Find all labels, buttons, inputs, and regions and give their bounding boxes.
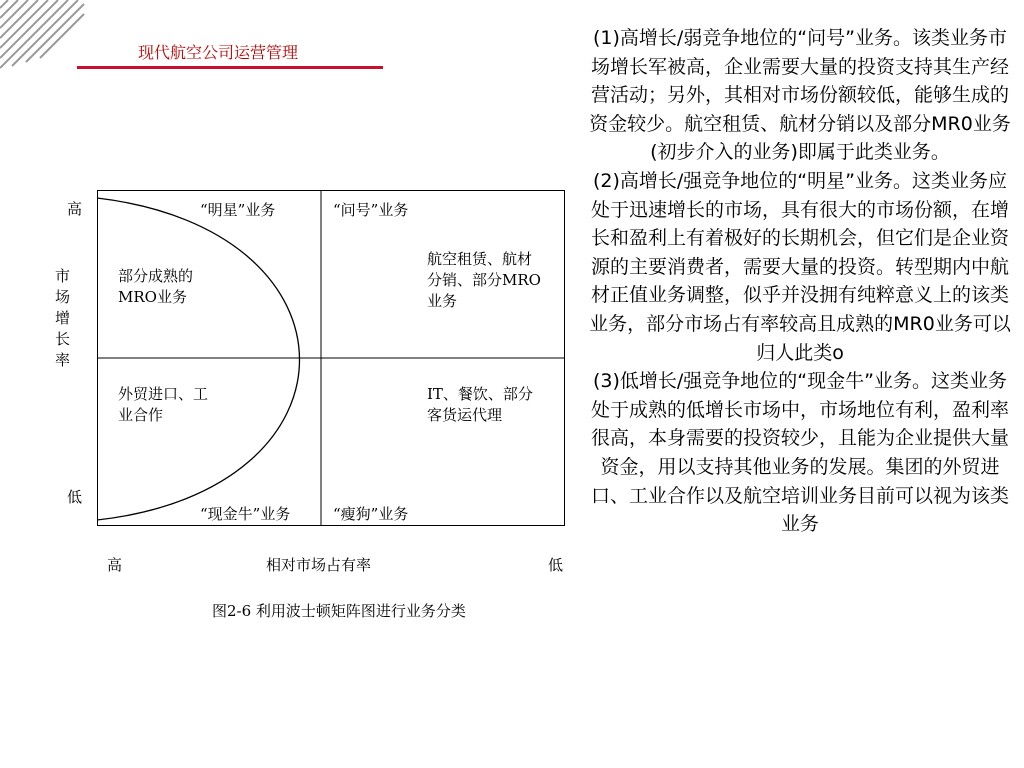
star-example: 部分成熟的MRO业务 xyxy=(118,267,194,306)
bcg-matrix-lines xyxy=(97,190,565,526)
quadrant-question-label: “问号”业务 xyxy=(333,201,409,219)
paragraph-cow: (3)低增长/强竞争地位的“现金牛”业务。这类业务处于成熟的低增长市场中，市场地位有利，盈利率很高，本身需要的投资较少，且能为企业提供大量资金，用以支持其他业务的发展。集团的外贸进口、工业合作以及航空培训业务目前可以视为该类业务 xyxy=(590,370,1009,536)
quadrant-star-label: “明星”业务 xyxy=(200,201,276,219)
y-axis-high: 高 xyxy=(67,200,83,218)
cow-example: 外贸进口、工业合作 xyxy=(118,385,209,424)
figure-caption: 图2-6 利用波士顿矩阵图进行业务分类 xyxy=(212,602,466,620)
y-axis-low: 低 xyxy=(67,488,83,506)
y-axis-label: 市场增长率 xyxy=(55,267,71,369)
quadrant-dog-label: “瘦狗”业务 xyxy=(333,505,409,523)
mature-business-curve xyxy=(97,198,300,520)
paragraph-question: (1)高增长/弱竞争地位的“问号”业务。该类业务市场增长军被高，企业需要大量的投资支持其生产经营活动；另外，其相对市场份额较低，能够生成的资金较少。航空租赁、航材分销以及部分MR0业务(初步介入的业务)即属于此类业务。 xyxy=(589,27,1011,164)
paragraph-star: (2)高增长/强竞争地位的“明星”业务。这类业务应处于迅速增长的市场，具有很大的市场份额，在增长和盈利上有着极好的长期机会，但它们是企业资源的主要消费者，需要大量的投资。转型期内中航材正值业务调整，似乎并没拥有纯粹意义上的该类业务，部分市场占有率较高且成熟的MR0业务可以归人此类o xyxy=(589,169,1011,364)
x-axis-high: 高 xyxy=(107,556,123,574)
header-rule xyxy=(77,66,383,69)
dog-example: IT、餐饮、部分客货运代理 xyxy=(427,385,533,424)
question-example: 航空租赁、航材分销、部分MRO业务 xyxy=(427,250,541,310)
x-axis-label: 相对市场占有率 xyxy=(266,556,372,574)
quadrant-cow-label: “现金牛”业务 xyxy=(200,505,291,523)
x-axis-low: 低 xyxy=(548,556,564,574)
corner-decoration xyxy=(0,0,90,70)
header-title: 现代航空公司运营管理 xyxy=(138,43,299,62)
body-text xyxy=(586,24,1014,539)
